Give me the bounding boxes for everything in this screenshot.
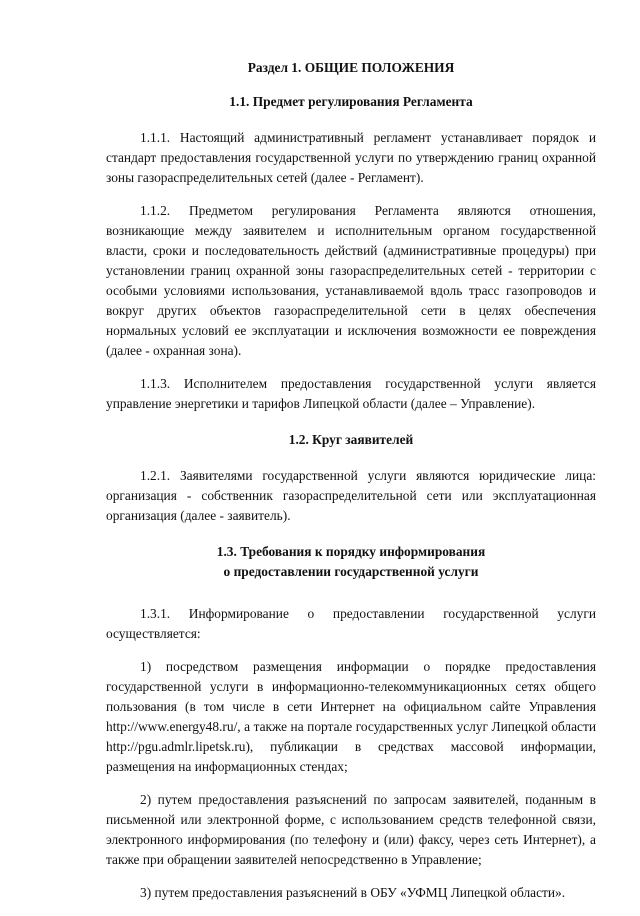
subsection-1-2-title: 1.2. Круг заявителей bbox=[288, 432, 414, 447]
subsection-1-3-title bbox=[106, 542, 596, 582]
paragraph-1-1-3: 1.1.3. Исполнителем предоставления государственной услуги является управление энергетики и тарифов Липецкой области (далее – Управление). bbox=[106, 376, 596, 411]
list-item-3: 3) путем предоставления разъяснений в ОБУ «УФМЦ Липецкой области». bbox=[140, 885, 566, 900]
list-item-2: 2) путем предоставления разъяснений по запросам заявителей, поданным в письменной или электронной форме, с использованием средств телефонной связи, электронного информирования (по телефону и (или) факсу, через сеть Интернет), а также при обращении заявителей непосредственно в Управление; bbox=[106, 792, 596, 867]
paragraph-1-1-2: 1.1.2. Предметом регулирования Регламента являются отношения, возникающие между заявителем и исполнительным органом государственной власти, сроки и последовательность действий (административные процедуры) при установлении границ охранной зоны газораспределительных сетей - территории с особыми условиями использования, устанавливаемой вдоль трасс газопроводов и вокруг других объектов газораспределительной сети в целях обеспечения нормальных условий ее эксплуатации и исключения возможности ее повреждения (далее - охранная зона). bbox=[106, 203, 596, 358]
paragraph-1-1-1: 1.1.1. Настоящий административный регламент устанавливает порядок и стандарт предоставления государственной услуги по утверждению границ охранной зоны газораспределительных сетей (далее - Регламент). bbox=[106, 130, 596, 185]
list-item-1: 1) посредством размещения информации о порядке предоставления государственной услуги в информационно-телекоммуникационных сетях общего пользования (в том числе в сети Интернет на официальном сайте Управления http://www.energy48.ru/, а также на портале государственных услуг Липецкой области http://pgu.admlr.lipetsk.ru), публикации в средствах массовой информации, размещения на информационных стендах; bbox=[106, 659, 596, 774]
spacer bbox=[106, 582, 596, 604]
section-title: Раздел 1. ОБЩИЕ ПОЛОЖЕНИЯ bbox=[247, 60, 455, 75]
paragraph-1-3-1: 1.3.1. Информирование о предоставлении государственной услуги осуществляется: bbox=[106, 606, 596, 641]
subsection-1-1-title: 1.1. Предмет регулирования Регламента bbox=[229, 94, 473, 109]
document-page bbox=[106, 58, 596, 916]
paragraph-1-2-1: 1.2.1. Заявителями государственной услуги являются юридические лица: организация - собственник газораспределительной сети или эксплуатационная организация (далее - заявитель). bbox=[106, 468, 596, 523]
subsection-1-3-title-line2: о предоставлении государственной услуги bbox=[223, 564, 479, 579]
subsection-1-3-title-line1: 1.3. Требования к порядку информирования bbox=[216, 544, 486, 559]
